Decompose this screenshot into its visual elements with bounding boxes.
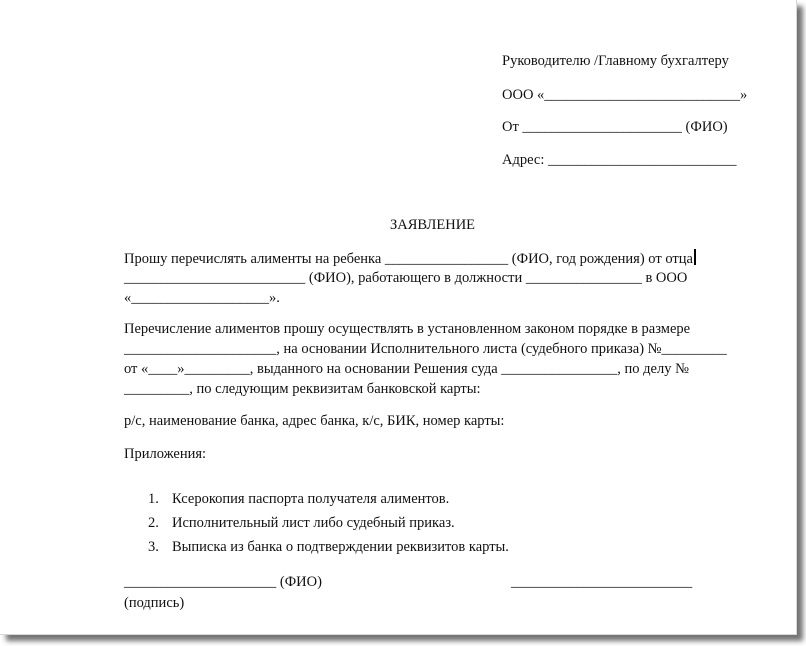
from-line: От ______________________ (ФИО) (502, 119, 728, 135)
text-cursor (694, 249, 696, 265)
attachment-item-1 (148, 490, 449, 508)
signature-fio-line: _____________________ (ФИО) (124, 574, 322, 590)
attachment-text: Ксерокопия паспорта получателя алиментов. (172, 491, 450, 507)
paragraph1-line2: _________________________ (ФИО), работающего в должности ________________ в ООО (124, 270, 688, 286)
attachment-text: Исполнительный лист либо судебный приказ. (172, 515, 455, 531)
signature-date-line: _________________________ (511, 574, 693, 590)
attachment-number: 3. (148, 539, 159, 555)
attachment-text: Выписка из банка о подтверждении реквизитов карты. (172, 539, 509, 555)
attachment-number: 1. (148, 491, 159, 507)
attachments-heading: Приложения: (124, 446, 207, 462)
document-title: ЗАЯВЛЕНИЕ (390, 217, 476, 233)
attachment-item-3 (148, 538, 509, 556)
paragraph1-line1-text: Прошу перечислять алименты на ребенка _________________ (ФИО, год рождения) от отца (124, 251, 693, 267)
recipient-line: Руководителю /Главному бухгалтеру (502, 53, 729, 69)
attachment-item-2 (148, 514, 455, 532)
address-line: Адрес: __________________________ (502, 152, 737, 168)
paragraph2-line2: _____________________, на основании Исполнительного листа (судебного приказа) №_________ (124, 341, 727, 357)
attachment-number: 2. (148, 515, 159, 531)
company-line: ООО «___________________________» (502, 87, 748, 103)
signature-label: (подпись) (124, 595, 185, 611)
paragraph1-line3: «___________________». (124, 290, 280, 306)
paragraph2-line4: _________, по следующим реквизитам банковской карты: (124, 381, 481, 397)
paragraph2-line1: Перечисление алиментов прошу осуществлять в установленном законом порядке в размере (124, 321, 691, 337)
bank-details-line: р/с, наименование банка, адрес банка, к/с, БИК, номер карты: (124, 413, 505, 429)
paragraph1-line1 (124, 249, 696, 268)
paragraph2-line3: от «____»_________, выданного на основании Решения суда ________________, по делу № (124, 361, 689, 377)
